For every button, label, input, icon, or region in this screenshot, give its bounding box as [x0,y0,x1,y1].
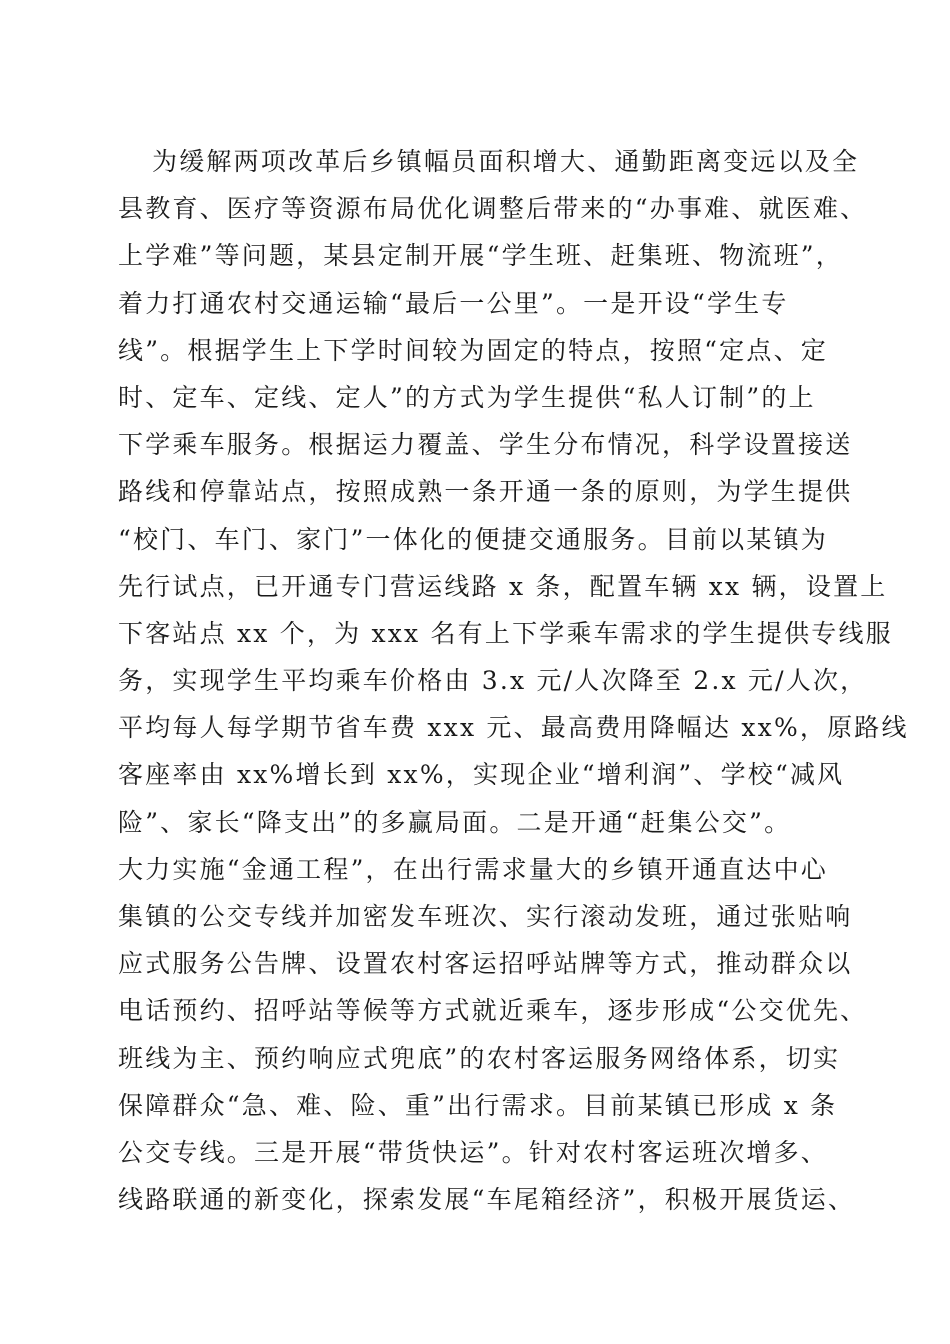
text-line: 大力实施“金通工程”，在出行需求量大的乡镇开通直达中心 [118,854,828,884]
body-paragraph [118,138,909,1223]
text-line: 上学难”等问题，某县定制开展“学生班、赶集班、物流班”， [118,241,843,271]
text-line: 先行试点，已开通专门营运线路 x 条，配置车辆 xx 辆，设置上 [118,571,888,601]
text-line: 电话预约、招呼站等候等方式就近乘车，逐步形成“公交优先、 [118,996,868,1026]
text-line: 务，实现学生平均乘车价格由 3.x 元/人次降至 2.x 元/人次， [118,666,868,696]
text-line: 班线为主、预约响应式兜底”的农村客运服务网络体系，切实 [118,1043,841,1073]
text-line: 险”、家长“降支出”的多赢局面。二是开通“赶集公交”。 [118,807,792,837]
text-line: 集镇的公交专线并加密发车班次、实行滚动发班，通过张贴响 [118,902,853,931]
text-line: 着力打通农村交通运输“最后一公里”。一是开设“学生专 [118,288,789,318]
text-line: 应式服务公告牌、设置农村客运招呼站牌等方式，推动群众以 [118,949,853,979]
text-line: 路线和停靠站点，按照成熟一条开通一条的原则，为学生提供 [118,477,853,507]
text-line: 线”。根据学生上下学时间较为固定的特点，按照“定点、定 [118,335,828,365]
text-line: 下学乘车服务。根据运力覆盖、学生分布情况，科学设置接送 [118,430,853,460]
text-line: 县教育、医疗等资源布局优化调整后带来的“办事难、就医难、 [118,194,868,224]
text-line: 下客站点 xx 个，为 xxx 名有上下学乘车需求的学生提供专线服 [118,618,893,648]
text-line: 客座率由 xx%增长到 xx%，实现企业“增利润”、学校“减风 [118,760,845,790]
text-line: 时、定车、定线、定人”的方式为学生提供“私人订制”的上 [118,382,816,412]
text-line: 保障群众“急、难、险、重”出行需求。目前某镇已形成 x 条 [118,1090,838,1120]
text-line: “校门、车门、家门”一体化的便捷交通服务。目前以某镇为 [118,524,828,554]
text-line: 为缓解两项改革后乡镇幅员面积增大、通勤距离变远以及全 [152,147,860,176]
text-line: 公交专线。三是开展“带货快运”。针对农村客运班次增多、 [118,1137,828,1167]
text-line: 平均每人每学期节省车费 xxx 元、最高费用降幅达 xx%，原路线 [118,713,909,743]
text-line: 线路联通的新变化，探索发展“车尾箱经济”，积极开展货运、 [118,1185,856,1215]
